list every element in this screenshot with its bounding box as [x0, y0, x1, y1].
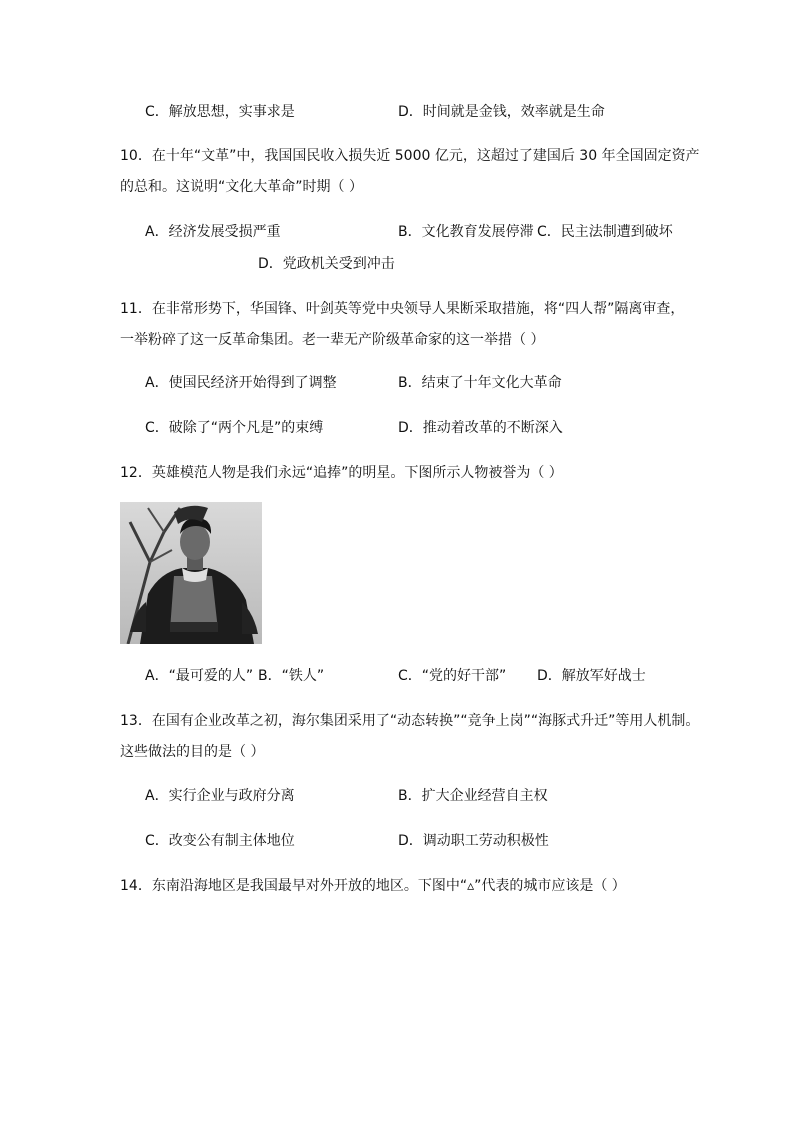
- q10-stem-line1: 10．在十年“文革”中，我国国民收入损失近 5000 亿元，这超过了建国后 30 年全国固定资产: [120, 148, 700, 164]
- q10-option-d: D．党政机关受到冲击: [258, 256, 395, 272]
- q11-option-d: D．推动着改革的不断深入: [398, 420, 563, 436]
- q10-option-a: A．经济发展受损严重: [145, 224, 281, 240]
- q12-option-a: A．“最可爱的人”: [145, 668, 254, 684]
- q13-option-c: C．改变公有制主体地位: [145, 833, 295, 849]
- q9-option-d: D．时间就是金钱，效率就是生命: [398, 104, 605, 120]
- q11-option-c: C．破除了“两个凡是”的束缚: [145, 420, 324, 436]
- q13-option-a: A．实行企业与政府分离: [145, 788, 295, 804]
- q12-option-b: B．“铁人”: [258, 668, 325, 684]
- q10-option-b: B．文化教育发展停滞: [398, 224, 534, 240]
- q11-stem-line2: 一举粉碎了这一反革命集团。老一辈无产阶级革命家的这一举措（ ）: [120, 332, 545, 348]
- q11-option-a: A．使国民经济开始得到了调整: [145, 375, 337, 391]
- q11-stem-line1: 11．在非常形势下，华国锋、叶剑英等党中央领导人果断采取措施，将“四人帮”隔离审查，: [120, 301, 685, 317]
- q13-option-d: D．调动职工劳动积极性: [398, 833, 549, 849]
- q9-option-c: C．解放思想，实事求是: [145, 104, 295, 120]
- q14-stem: 14．东南沿海地区是我国最早对外开放的地区。下图中“▵”代表的城市应该是（ ）: [120, 878, 626, 894]
- q10-option-c: C．民主法制遭到破坏: [537, 224, 673, 240]
- q10-stem-line2: 的总和。这说明“文化大革命”时期（ ）: [120, 179, 363, 195]
- q13-option-b: B．扩大企业经营自主权: [398, 788, 548, 804]
- q12-option-c: C．“党的好干部”: [398, 668, 507, 684]
- q11-option-b: B．结束了十年文化大革命: [398, 375, 562, 391]
- q12-option-d: D．解放军好战士: [537, 668, 646, 684]
- q12-stem: 12．英雄模范人物是我们永远“追捧”的明星。下图所示人物被誉为（ ）: [120, 465, 563, 481]
- q13-stem-line1: 13．在国有企业改革之初，海尔集团采用了“动态转换”“竞争上岗”“海豚式升迁”等用人机制。: [120, 713, 700, 729]
- q13-stem-line2: 这些做法的目的是（ ）: [120, 744, 265, 760]
- hero-photo: [120, 502, 262, 644]
